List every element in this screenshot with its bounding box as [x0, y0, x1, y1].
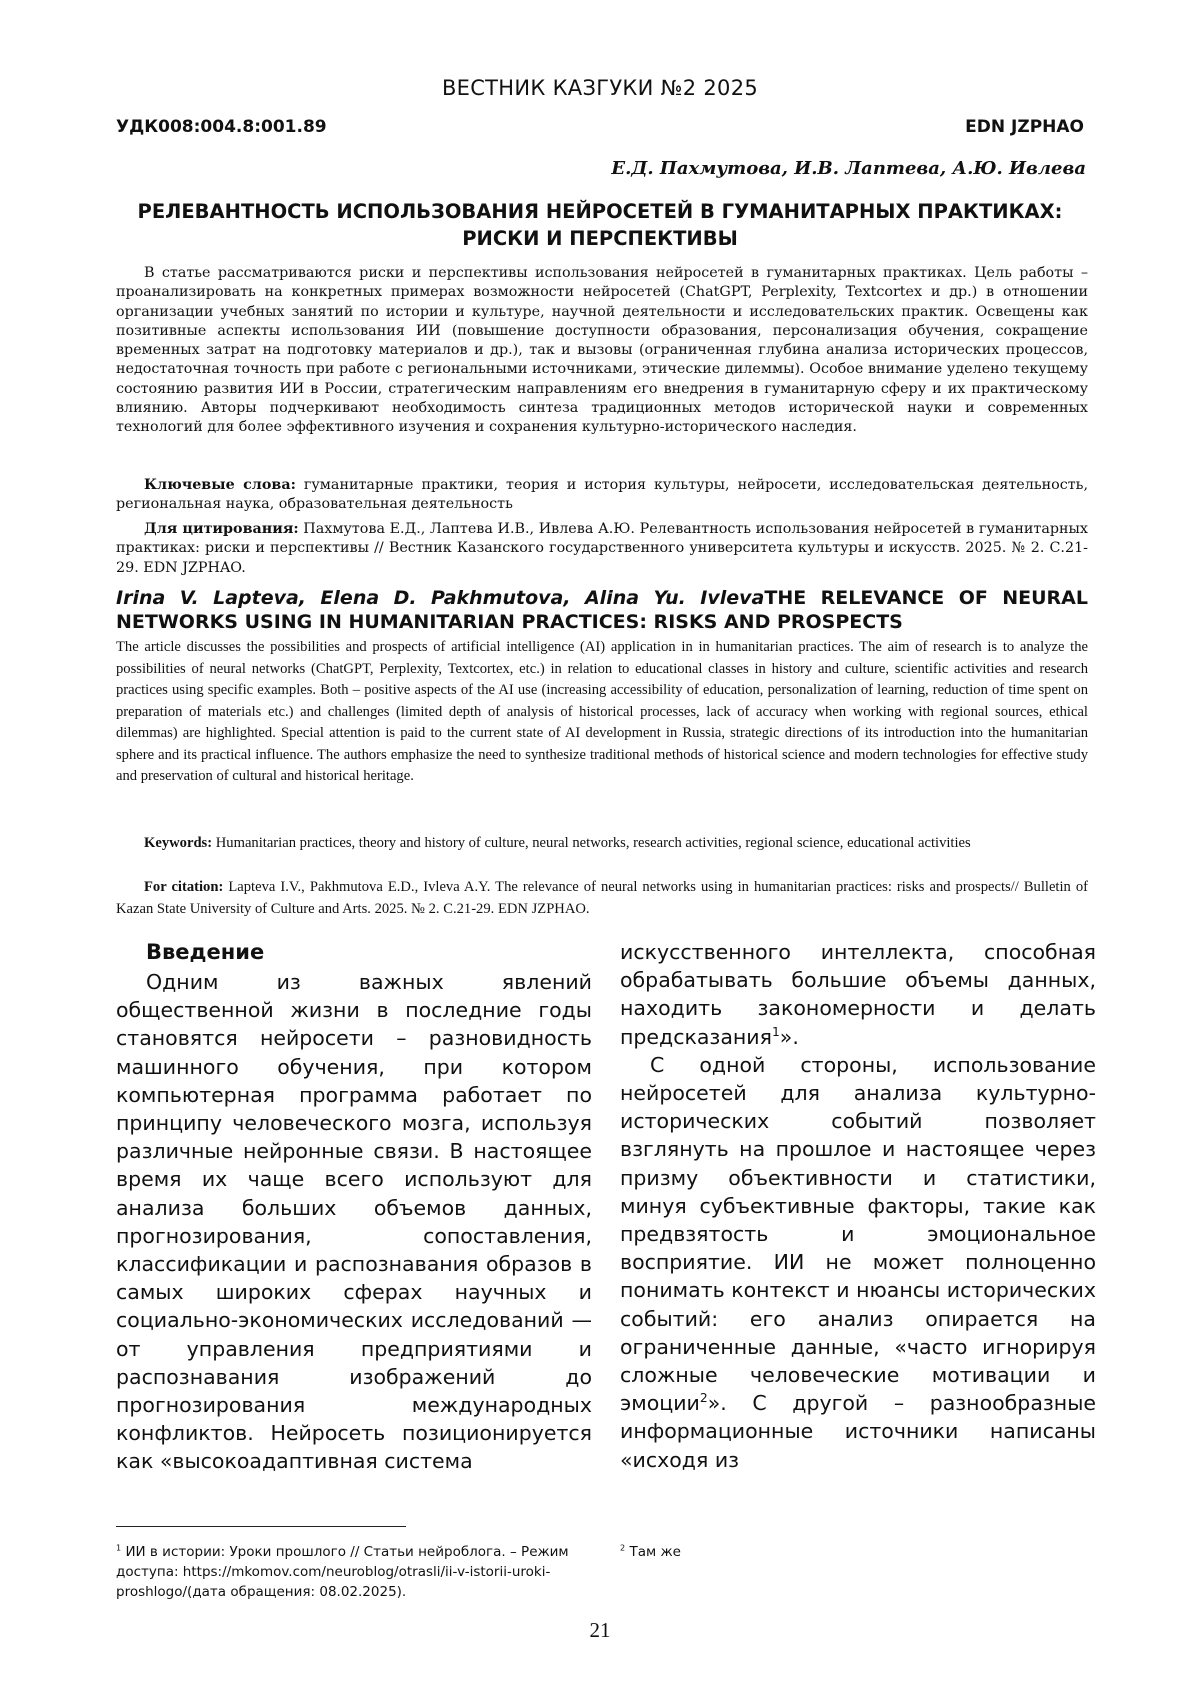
second-paragraph-tail: ». С другой – разнообразные информационные источники написаны «исходя из: [620, 1391, 1096, 1472]
udk-code: УДК008:004.8:001.89: [116, 117, 327, 137]
citation-ru-label: Для цитирования:: [144, 521, 299, 537]
intro-paragraph: Одним из важных явлений общественной жизни в последние годы становятся нейросети – разновидность машинного обучения, при котором компьютерная программа работает по принципу человеческого мозга, используя различные нейронные связи. В настоящее время их чаще всего используют для анализа больших объемов данных, прогнозирования, сопоставления, классификации и распознавания образов в самых широких сферах научных и социально-экономических исследований — от управления предприятиями и распознавания изображений до прогнозирования международных конфликтов. Нейросеть позиционируется как «высокоадаптивная система: [116, 970, 592, 1474]
abstract-ru: В статье рассматриваются риски и перспективы использования нейросетей в гуманитарных практиках. Цель работы – проанализировать на конкретных примерах возможности нейросетей (ChatGPT, Perplexity, Textcortex и др.) в отношении организации учебных занятий по истории и культуре, научной деятельности и исследовательских практик. Освещены как позитивные аспекты использования ИИ (повышение доступности образования, персонализация обучения, сокращение временных затрат на подготовку материалов и др.), так и вызовы (ограниченная глубина анализа исторических процессов, недостаточная точность при работе с региональными источниками, этические дилеммы). Особое внимание уделено текущему состоянию развития ИИ в России, стратегическим направлениям его внедрения в гуманитарную сферу и их практическому влиянию. Авторы подчеркивают необходимость синтеза традиционных методов исторической науки и современных технологий для более эффективного изучения и сохранения культурно-исторического наследия.: [116, 265, 1088, 436]
footnote-1: [116, 1542, 592, 1602]
footnote-2: [620, 1542, 1096, 1562]
footnote-ref-1[interactable]: 1: [771, 1024, 780, 1039]
keywords-en-label: Keywords:: [144, 835, 213, 851]
body-column-right: [620, 938, 1096, 1474]
citation-en-label: For citation:: [144, 879, 224, 895]
footnote-ref-2[interactable]: 2: [699, 1391, 708, 1406]
footnote-1-text: ИИ в истории: Уроки прошлого // Статьи нейроблога. – Режим доступа: https://mkomov.com/neuroblog/otrasli/ii-v-istorii-uroki-proshlogo/(дата обращения: 08.02.2025).: [116, 1544, 569, 1600]
footnote-2-text: Там же: [625, 1544, 681, 1560]
continued-text: искусственного интеллекта, способная обрабатывать большие объемы данных, находить закономерности и делать предсказания: [620, 940, 1096, 1049]
body-column-left: [116, 938, 592, 1476]
abstract-en: The article discusses the possibilities and prospects of artificial intelligence (AI) application in in humanitarian practices. The aim of research is to analyze the possibilities of neural networks (ChatGPT, Perplexity, Textcortex, etc.) in relation to educational classes in history and culture, scientific activities and research practices using specific examples. Both – positive aspects of the AI use (increasing accessibility of education, personalization of learning, reduction of time spent on preparation of materials etc.) and challenges (limited depth of analysis of historical processes, lack of accuracy when working with regional sources, ethical dilemmas) are highlighted. Special attention is paid to the current state of AI development in Russia, strategic directions of its introduction into the humanitarian sphere and its practical influence. The authors emphasize the need to synthesize traditional methods of historical science and modern technologies for effective study and preservation of cultural and historical heritage.: [116, 639, 1088, 784]
keywords-en: [116, 833, 1088, 855]
continued-paragraph: [620, 938, 1096, 1051]
keywords-en-text: Ηumanitarian practices, theory and history of culture, neural networks, research activities, regional science, educational activities: [212, 835, 971, 851]
citation-en: [116, 877, 1088, 920]
second-paragraph-text: С одной стороны, использование нейросетей для анализа культурно-исторических событий позволяет взглянуть на прошлое и настоящее через призму объективности и статистики, минуя субъективные факторы, такие как предвзятость и эмоциональное восприятие. ИИ не может полноценно понимать контекст и нюансы исторических событий: его анализ опирается на ограниченные данные, «часто игнорируя сложные человеческие мотивации и эмоции: [620, 1052, 1096, 1416]
citation-ru-text: Пахмутова Е.Д., Лаптева И.В., Ивлева А.Ю. Релевантность использования нейросетей в гуманитарных практиках: риски и перспективы // Вестник Казанского государственного университета культуры и искусств. 2025. № 2. С.21-29. EDN JZPHAO.: [116, 521, 1088, 576]
article-title-ru: [110, 198, 1090, 252]
second-paragraph: [620, 1051, 1096, 1474]
journal-header: ВЕСТНИК КАЗГУКИ №2 2025: [441, 76, 759, 100]
authors-en: Irina V. Lapteva, Elena D. Pakhmutova, Alina Yu. Ivleva: [116, 587, 765, 609]
keywords-ru-text: гуманитарные практики, теория и история культуры, нейросети, исследовательская деятельность, региональная наука, образовательная деятельность: [116, 477, 1088, 513]
continued-tail: ».: [779, 1024, 799, 1049]
citation-ru: [116, 520, 1088, 578]
footnote-divider: [116, 1526, 406, 1527]
citation-en-text: Lapteva I.V., Pakhmutova E.D., Ivleva A.Y. The relevance of neural networks using in humanitarian practices: risks and prospects// Bulletin of Kazan State University of Culture and Arts. 2025. № 2. С.21-29. EDN JZPHAO.: [116, 879, 1089, 917]
article-title-en: THE RELEVANCE OF NEURAL NETWORKS USING IN HUMANITARIAN PRACTICES: RISKS AND PROSPECTS: [116, 587, 1088, 633]
keywords-ru-label: Ключевые слова:: [144, 477, 296, 493]
keywords-ru: [116, 476, 1088, 515]
authors-ru: Е.Д. Пахмутова, И.В. Лаптева, А.Ю. Ивлева: [611, 158, 1086, 179]
title-ru-line2: РИСКИ И ПЕРСПЕКТИВЫ: [462, 227, 738, 250]
english-heading: [116, 586, 1088, 634]
footnote-2-mark: 2: [620, 1542, 626, 1553]
edn-code: EDN JZPHAO: [965, 117, 1084, 137]
footnote-1-mark: 1: [116, 1542, 122, 1553]
page-number: 21: [589, 1618, 611, 1642]
intro-heading: Введение: [146, 940, 265, 964]
title-ru-line1: РЕЛЕВАНТНОСТЬ ИСПОЛЬЗОВАНИЯ НЕЙРОСЕТЕЙ В ГУМАНИТАРНЫХ ПРАКТИКАХ:: [137, 200, 1063, 223]
